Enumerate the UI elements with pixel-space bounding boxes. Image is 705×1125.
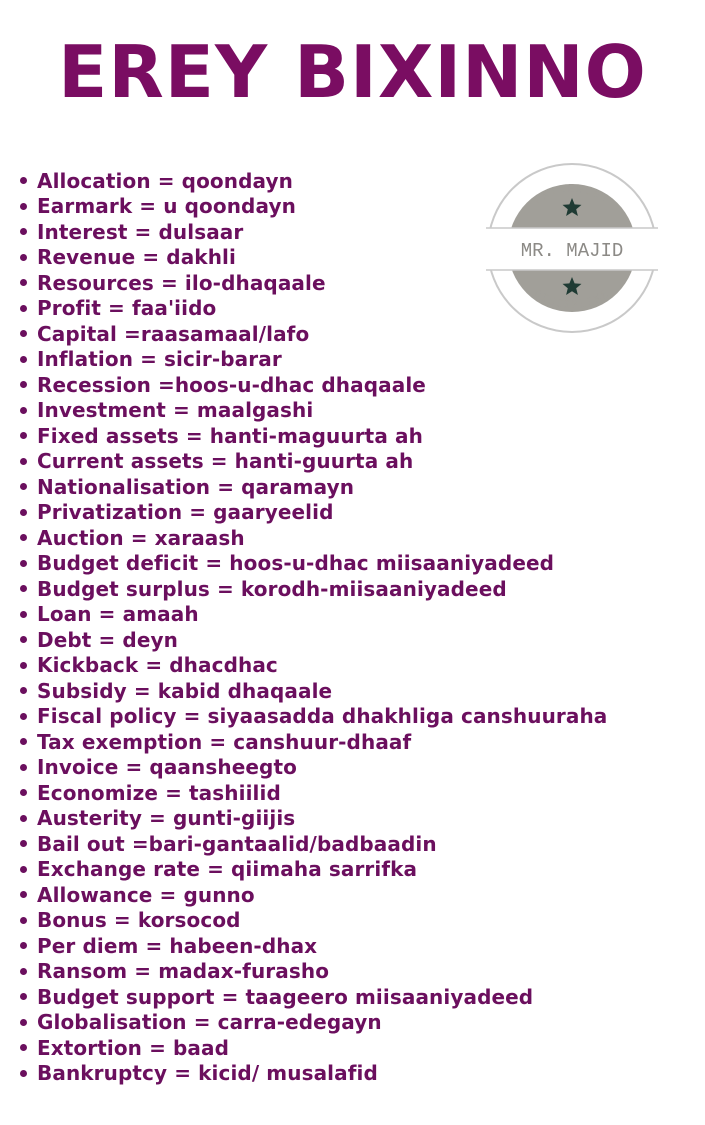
list-item bbox=[20, 806, 607, 832]
term-text: Budget surplus = korodh-miisaaniyadeed bbox=[37, 576, 507, 601]
bullet-icon bbox=[20, 356, 27, 363]
list-item bbox=[20, 296, 607, 322]
bullet-icon bbox=[20, 942, 27, 949]
bullet-icon bbox=[20, 1044, 27, 1051]
list-item bbox=[20, 729, 607, 755]
term-text: Privatization = gaaryeelid bbox=[37, 500, 334, 525]
list-item bbox=[20, 423, 607, 449]
term-text: Budget support = taageero miisaaniyadeed bbox=[37, 984, 534, 1009]
term-text: Kickback = dhacdhac bbox=[37, 653, 278, 678]
list-item bbox=[20, 984, 607, 1010]
term-text: Bankruptcy = kicid/ musalafid bbox=[37, 1061, 378, 1086]
list-item bbox=[20, 551, 607, 577]
term-text: Nationalisation = qaramayn bbox=[37, 474, 355, 499]
term-text: Auction = xaraash bbox=[37, 525, 245, 550]
bullet-icon bbox=[20, 636, 27, 643]
list-item bbox=[20, 168, 607, 194]
term-text: Fiscal policy = siyaasadda dhakhliga canshuuraha bbox=[37, 704, 608, 729]
term-text: Budget deficit = hoos-u-dhac miisaaniyadeed bbox=[37, 551, 555, 576]
list-item bbox=[20, 321, 607, 347]
list-item bbox=[20, 525, 607, 551]
term-text: Earmark = u qoondayn bbox=[37, 194, 296, 219]
list-item bbox=[20, 678, 607, 704]
list-item bbox=[20, 627, 607, 653]
bullet-icon bbox=[20, 279, 27, 286]
term-text: Invoice = qaansheegto bbox=[37, 755, 297, 780]
list-item bbox=[20, 959, 607, 985]
list-item bbox=[20, 194, 607, 220]
term-text: Interest = dulsaar bbox=[37, 219, 244, 244]
term-text: Profit = faa'iido bbox=[37, 296, 217, 321]
list-item bbox=[20, 857, 607, 883]
bullet-icon bbox=[20, 993, 27, 1000]
bullet-icon bbox=[20, 891, 27, 898]
bullet-icon bbox=[20, 330, 27, 337]
bullet-icon bbox=[20, 713, 27, 720]
list-item bbox=[20, 1035, 607, 1061]
term-text: Per diem = habeen-dhax bbox=[37, 933, 318, 958]
term-text: Allowance = gunno bbox=[37, 882, 255, 907]
list-item bbox=[20, 449, 607, 475]
term-text: Globalisation = carra-edegayn bbox=[37, 1010, 382, 1035]
bullet-icon bbox=[20, 687, 27, 694]
list-item bbox=[20, 1010, 607, 1036]
badge-name: MR. MAJID bbox=[520, 240, 624, 262]
list-item bbox=[20, 933, 607, 959]
term-text: Recession =hoos-u-dhac dhaqaale bbox=[37, 372, 426, 397]
bullet-icon bbox=[20, 917, 27, 924]
bullet-icon bbox=[20, 1019, 27, 1026]
bullet-icon bbox=[20, 789, 27, 796]
vocabulary-list bbox=[20, 168, 607, 1086]
term-text: Austerity = gunti-giijis bbox=[37, 806, 296, 831]
bullet-icon bbox=[20, 203, 27, 210]
term-text: Loan = amaah bbox=[37, 602, 199, 627]
list-item bbox=[20, 500, 607, 526]
term-text: Subsidy = kabid dhaqaale bbox=[37, 678, 333, 703]
term-text: Allocation = qoondayn bbox=[37, 168, 293, 193]
term-text: Extortion = baad bbox=[37, 1035, 230, 1060]
bullet-icon bbox=[20, 585, 27, 592]
bullet-icon bbox=[20, 483, 27, 490]
list-item bbox=[20, 908, 607, 934]
term-text: Capital =raasamaal/lafo bbox=[37, 321, 310, 346]
list-item bbox=[20, 398, 607, 424]
term-text: Revenue = dakhli bbox=[37, 245, 236, 270]
term-text: Bail out =bari-gantaalid/badbaadin bbox=[37, 831, 437, 856]
bullet-icon bbox=[20, 407, 27, 414]
term-text: Fixed assets = hanti-maguurta ah bbox=[37, 423, 423, 448]
bullet-icon bbox=[20, 560, 27, 567]
term-text: Ransom = madax-furasho bbox=[37, 959, 330, 984]
badge-top-word: PATIENCE! bbox=[532, 183, 612, 207]
bullet-icon bbox=[20, 432, 27, 439]
bullet-icon bbox=[20, 611, 27, 618]
bullet-icon bbox=[20, 254, 27, 261]
list-item bbox=[20, 602, 607, 628]
bullet-icon bbox=[20, 534, 27, 541]
bullet-icon bbox=[20, 968, 27, 975]
list-item bbox=[20, 704, 607, 730]
bullet-icon bbox=[20, 662, 27, 669]
badge-bottom-word: DISCIPLINE bbox=[531, 286, 613, 312]
list-item bbox=[20, 576, 607, 602]
list-item bbox=[20, 474, 607, 500]
list-item bbox=[20, 245, 607, 271]
term-text: Investment = maalgashi bbox=[37, 398, 314, 423]
bullet-icon bbox=[20, 866, 27, 873]
bullet-icon bbox=[20, 840, 27, 847]
bullet-icon bbox=[20, 305, 27, 312]
term-text: Current assets = hanti-guurta ah bbox=[37, 449, 414, 474]
page-title: EREY BIXINNO bbox=[58, 30, 647, 114]
bullet-icon bbox=[20, 509, 27, 516]
bullet-icon bbox=[20, 228, 27, 235]
term-text: Resources = ilo-dhaqaale bbox=[37, 270, 326, 295]
term-text: Tax exemption = canshuur-dhaaf bbox=[37, 729, 412, 754]
list-item bbox=[20, 219, 607, 245]
bullet-icon bbox=[20, 458, 27, 465]
list-item bbox=[20, 1061, 607, 1087]
bullet-icon bbox=[20, 177, 27, 184]
list-item bbox=[20, 653, 607, 679]
bullet-icon bbox=[20, 764, 27, 771]
term-text: Bonus = korsocod bbox=[37, 908, 241, 933]
bullet-icon bbox=[20, 1070, 27, 1077]
term-text: Inflation = sicir-barar bbox=[37, 347, 282, 372]
term-text: Economize = tashiilid bbox=[37, 780, 281, 805]
bullet-icon bbox=[20, 381, 27, 388]
term-text: Debt = deyn bbox=[37, 627, 178, 652]
list-item bbox=[20, 780, 607, 806]
bullet-icon bbox=[20, 815, 27, 822]
list-item bbox=[20, 347, 607, 373]
term-text: Exchange rate = qiimaha sarrifka bbox=[37, 857, 418, 882]
list-item bbox=[20, 831, 607, 857]
list-item bbox=[20, 755, 607, 781]
list-item bbox=[20, 372, 607, 398]
list-item bbox=[20, 882, 607, 908]
bullet-icon bbox=[20, 738, 27, 745]
list-item bbox=[20, 270, 607, 296]
